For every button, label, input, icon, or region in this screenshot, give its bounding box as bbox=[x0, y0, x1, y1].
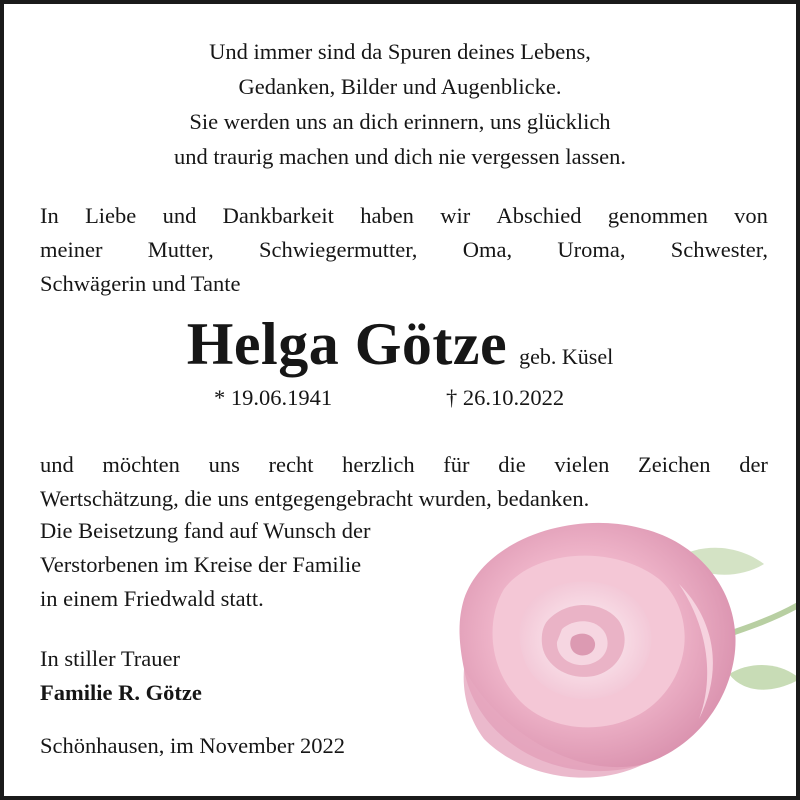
birth-date: * 19.06.1941 bbox=[214, 385, 333, 410]
maiden-name: geb. Küsel bbox=[519, 344, 614, 369]
intro-line-3: Schwägerin und Tante bbox=[40, 271, 241, 296]
intro-line-2: meiner Mutter, Schwiegermutter, Oma, Uroma, Schwester, bbox=[40, 237, 768, 262]
poem bbox=[4, 34, 796, 174]
thanks-line-1: und möchten uns recht herzlich für die vielen Zeichen der bbox=[40, 452, 768, 477]
death-date: † 26.10.2022 bbox=[446, 385, 565, 410]
poem-line: Und immer sind da Spuren deines Lebens, bbox=[209, 39, 591, 64]
mourners-block bbox=[40, 642, 202, 710]
funeral-line: in einem Friedwald statt. bbox=[40, 586, 264, 611]
intro-line-1: In Liebe und Dankbarkeit haben wir Abschied genommen von bbox=[40, 203, 768, 228]
thanks-line-2: Wertschätzung, die uns entgegengebracht wurden, bedanken. bbox=[40, 486, 590, 511]
funeral-line: Verstorbenen im Kreise der Familie bbox=[40, 552, 362, 577]
funeral-line: Die Beisetzung fand auf Wunsch der bbox=[40, 518, 371, 543]
family-signature: Familie R. Götze bbox=[40, 680, 202, 705]
thanks-paragraph bbox=[40, 448, 768, 516]
place-date: Schönhausen, im November 2022 bbox=[40, 733, 345, 758]
intro-paragraph bbox=[40, 199, 768, 301]
deceased-name-block bbox=[4, 308, 796, 380]
pink-rose-icon bbox=[444, 509, 800, 800]
mourning-label: In stiller Trauer bbox=[40, 646, 180, 671]
poem-line: und traurig machen und dich nie vergessen lassen. bbox=[174, 144, 626, 169]
funeral-paragraph bbox=[40, 514, 370, 616]
deceased-name: Helga Götze bbox=[186, 311, 508, 377]
poem-line: Sie werden uns an dich erinnern, uns glücklich bbox=[189, 109, 611, 134]
poem-line: Gedanken, Bilder und Augenblicke. bbox=[238, 74, 562, 99]
